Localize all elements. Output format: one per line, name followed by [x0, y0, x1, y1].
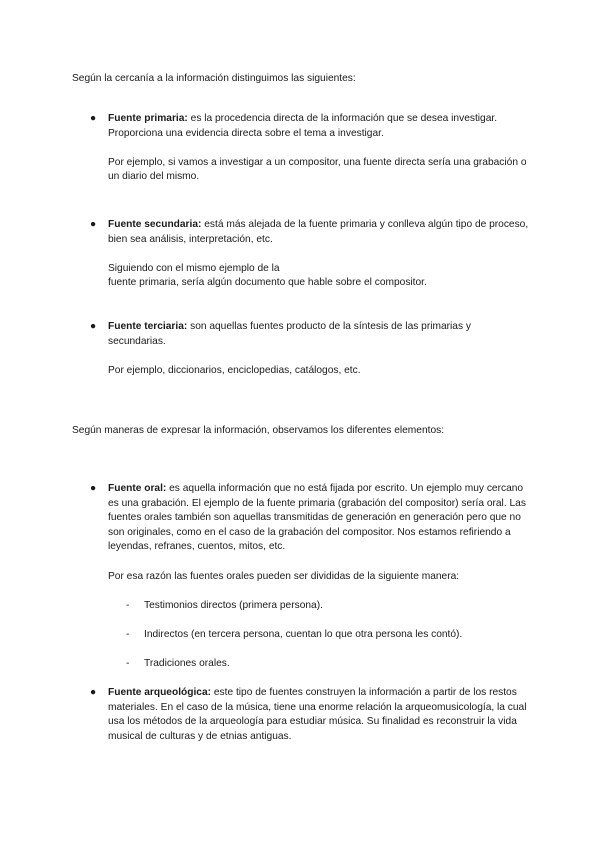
- dash-icon: -: [126, 658, 130, 670]
- fuente-primaria-example: Por ejemplo, si vamos a investigar a un compositor, una fuente directa sería una grabación o un diario del mismo.: [108, 156, 527, 183]
- fuente-oral-example: Por esa razón las fuentes orales pueden ser divididas de la siguiente manera:: [108, 570, 460, 582]
- term-fuente-secundaria: Fuente secundaria:: [108, 219, 202, 230]
- fuente-terciaria-example: Por ejemplo, diccionarios, enciclopedias, catálogos, etc.: [108, 364, 361, 376]
- bullet-fuente-terciaria: [90, 320, 530, 378]
- fuente-secundaria-definition: Fuente secundaria: está más alejada de la fuente primaria y conlleva algún tipo de proceso, bien sea análisis, interpretación, etc.: [108, 219, 529, 245]
- fuente-arqueologica-definition: Fuente arqueológica: este tipo de fuentes construyen la información a partir de los restos materiales. En el caso de la música, tiene una enorme relación la arqueomusicología, la cual usa los métodos de la arqueología para estudiar música. Su finalidad es reconstruir la vida musical de culturas y de etnias antiguas.: [108, 687, 527, 742]
- fuente-terciaria-definition: Fuente terciaria: son aquellas fuentes producto de la síntesis de las primarias y secundarias.: [108, 321, 471, 347]
- list-item: - Indirectos (en tercera persona, cuentan lo que otra persona les contó).: [108, 628, 530, 643]
- intro-cercania: Según la cercanía a la información distinguimos las siguientes:: [72, 73, 356, 84]
- fuente-primaria-definition: Fuente primaria: es la procedencia directa de la información que se desea investigar. Proporciona una evidencia directa sobre el tema a investigar.: [108, 113, 498, 139]
- term-fuente-terciaria: Fuente terciaria:: [108, 321, 188, 332]
- bullet-fuente-oral: [90, 482, 530, 672]
- bullet-fuente-secundaria: [90, 218, 530, 291]
- intro-maneras: Según maneras de expresar la información, observamos los diferentes elementos:: [72, 425, 445, 436]
- dash-icon: -: [126, 599, 130, 611]
- bullet-fuente-arqueologica: [90, 686, 530, 744]
- bullet-icon: ●: [90, 483, 97, 494]
- fuente-oral-definition: Fuente oral: es aquella información que no está fijada por escrito. Un ejemplo muy cercano es una grabación. El ejemplo de la fuente primaria (grabación del compositor) sería oral. Las fuentes orales también son aquellas transmitidas de generación en generación pero que no son originales, como en el caso de la grabación del compositor. Nos estamos refiriendo a leyendas, refranes, cuentos, mitos, etc.: [108, 483, 526, 553]
- bullet-icon: ●: [90, 113, 97, 124]
- bullet-icon: ●: [90, 687, 97, 698]
- list-item: - Tradiciones orales.: [108, 657, 530, 672]
- bullet-fuente-primaria: [90, 112, 530, 185]
- dash-icon: -: [126, 628, 130, 640]
- fuente-secundaria-example: Siguiendo con el mismo ejemplo de la fuente primaria, sería algún documento que hable sobre el compositor.: [108, 262, 427, 289]
- term-fuente-primaria: Fuente primaria:: [108, 113, 188, 124]
- term-fuente-arqueologica: Fuente arqueológica:: [108, 687, 212, 698]
- list-item: - Testimonios directos (primera persona).: [108, 599, 530, 614]
- oral-subitem-list: [108, 599, 530, 672]
- term-fuente-oral: Fuente oral:: [108, 483, 167, 494]
- bullet-icon: ●: [90, 321, 97, 332]
- bullet-icon: ●: [90, 219, 97, 230]
